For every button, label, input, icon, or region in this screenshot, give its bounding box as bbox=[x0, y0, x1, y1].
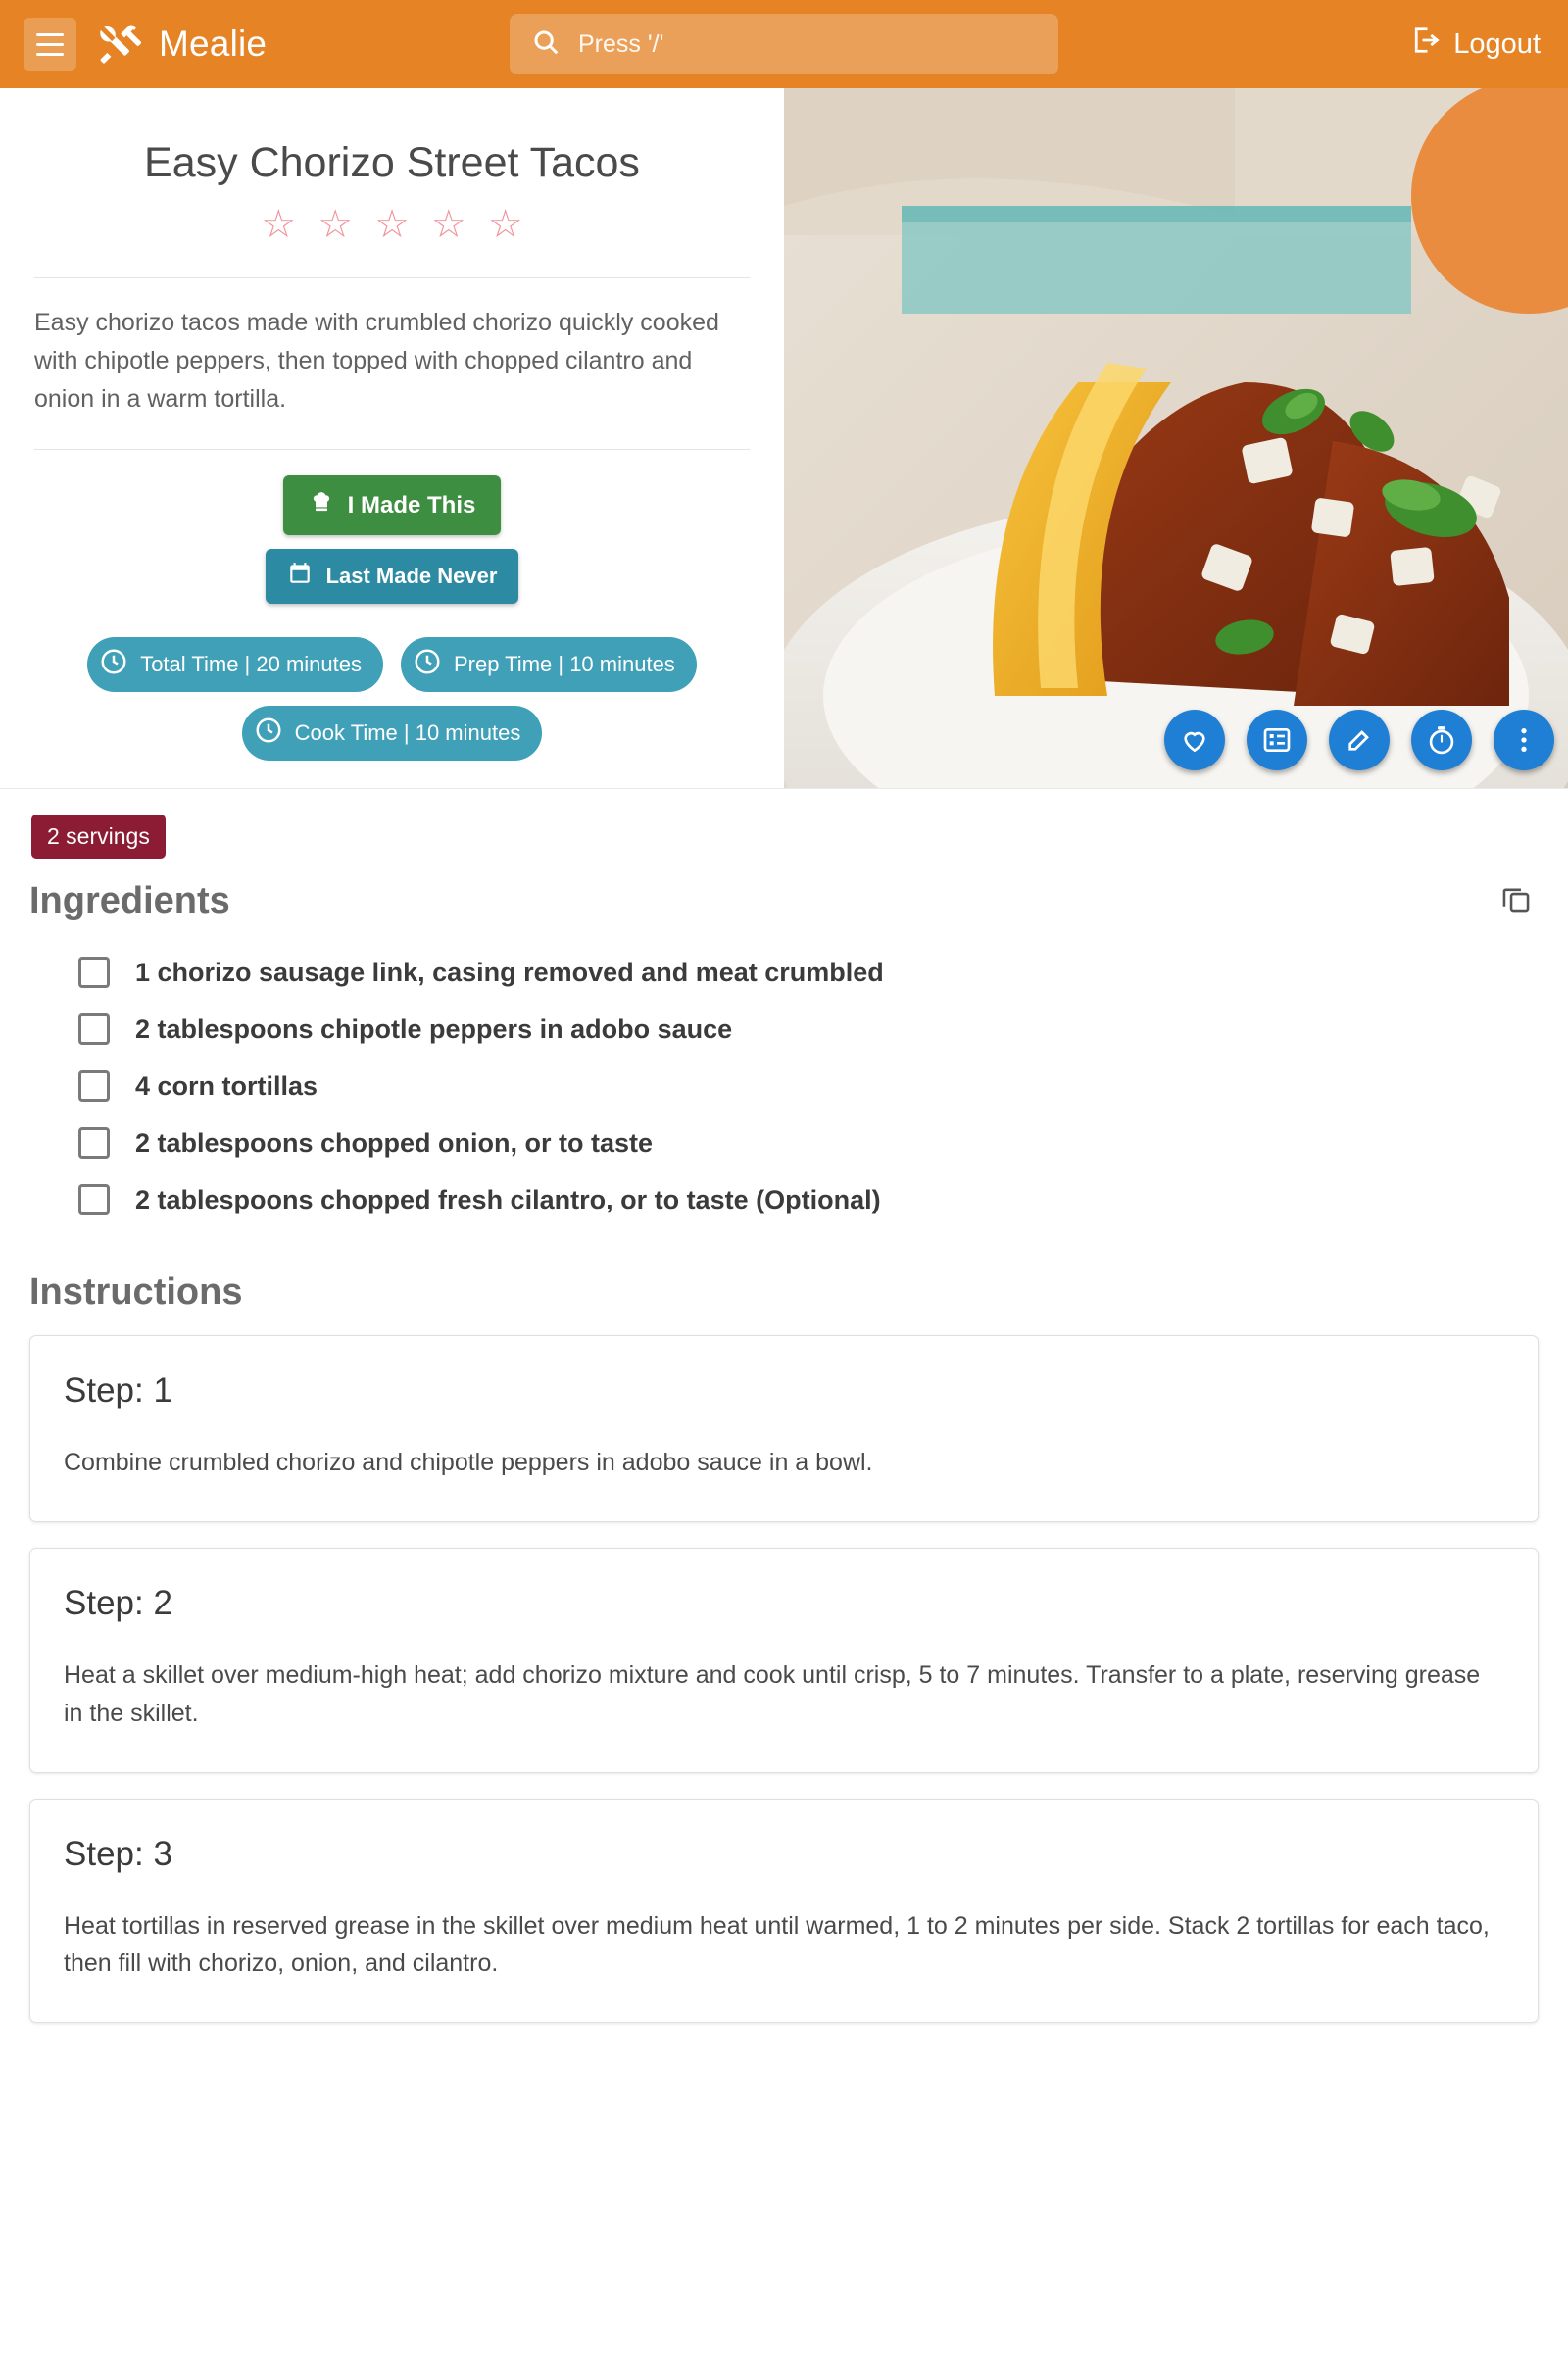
ingredients-header bbox=[29, 876, 1539, 926]
recipe-hero bbox=[0, 88, 1568, 789]
recipe-body bbox=[0, 789, 1568, 2088]
fork-knife-icon bbox=[94, 19, 145, 70]
page-title: Easy Chorizo Street Tacos bbox=[144, 139, 640, 186]
hamburger-icon[interactable] bbox=[24, 18, 76, 71]
ingredients-title: Ingredients bbox=[29, 880, 230, 922]
recipe-summary bbox=[0, 88, 784, 788]
favorite-button[interactable] bbox=[1164, 710, 1225, 770]
clock-icon bbox=[413, 647, 442, 682]
list-item[interactable] bbox=[29, 1001, 1539, 1058]
i-made-this-label: I Made This bbox=[347, 491, 476, 519]
app-bar bbox=[0, 0, 1568, 88]
list-item[interactable] bbox=[29, 1171, 1539, 1228]
app-title: Mealie bbox=[159, 24, 268, 64]
step-title: Step: 3 bbox=[64, 1834, 172, 1873]
total-time-label: Total Time | 20 minutes bbox=[140, 652, 362, 677]
list-item[interactable] bbox=[29, 1114, 1539, 1171]
recipe-description: Easy chorizo tacos made with crumbled chorizo quickly cooked with chipotle peppers, then topped with chopped cilantro and onion in a warm tortilla. bbox=[34, 309, 719, 413]
prep-time-label: Prep Time | 10 minutes bbox=[454, 652, 675, 677]
ingredient-label: 2 tablespoons chopped onion, or to taste bbox=[135, 1127, 654, 1158]
instructions-title: Instructions bbox=[29, 1271, 243, 1313]
search-icon bbox=[531, 27, 561, 62]
ingredient-checkbox[interactable] bbox=[78, 1184, 110, 1215]
clock-icon bbox=[99, 647, 128, 682]
search-input[interactable] bbox=[576, 29, 1037, 60]
instruction-step[interactable] bbox=[29, 1548, 1539, 1773]
ingredient-label: 1 chorizo sausage link, casing removed and meat crumbled bbox=[135, 957, 884, 987]
recipe-photo bbox=[784, 88, 1568, 788]
step-text: Heat tortillas in reserved grease in the skillet over medium heat until warmed, 1 to 2 minutes per side. Stack 2 tortillas for each taco, then fill with chorizo, onion, and cilantro. bbox=[64, 1911, 1490, 1978]
step-title: Step: 2 bbox=[64, 1584, 172, 1622]
copy-icon[interactable] bbox=[1494, 876, 1539, 926]
instruction-step[interactable] bbox=[29, 1335, 1539, 1522]
last-made-button[interactable] bbox=[266, 549, 519, 604]
instruction-step[interactable] bbox=[29, 1799, 1539, 2024]
logout-icon bbox=[1410, 25, 1440, 63]
logout-button[interactable] bbox=[1410, 25, 1541, 63]
step-text: Combine crumbled chorizo and chipotle peppers in adobo sauce in a bowl. bbox=[64, 1449, 873, 1477]
total-time-chip[interactable] bbox=[87, 637, 383, 692]
ingredients-list bbox=[29, 944, 1539, 1228]
edit-button[interactable] bbox=[1329, 710, 1390, 770]
divider-top bbox=[34, 277, 750, 278]
timer-button[interactable] bbox=[1411, 710, 1472, 770]
star-5[interactable]: ☆ bbox=[487, 203, 523, 246]
more-options-button[interactable] bbox=[1494, 710, 1554, 770]
last-made-label: Last Made Never bbox=[325, 564, 498, 589]
shopping-list-button[interactable] bbox=[1247, 710, 1307, 770]
i-made-this-button[interactable] bbox=[283, 475, 502, 535]
star-3[interactable]: ☆ bbox=[374, 203, 410, 246]
servings-badge[interactable]: 2 servings bbox=[31, 815, 166, 859]
ingredient-checkbox[interactable] bbox=[78, 1070, 110, 1102]
star-1[interactable]: ☆ bbox=[261, 203, 297, 246]
calendar-icon bbox=[287, 561, 313, 592]
clock-icon bbox=[254, 716, 283, 751]
step-text: Heat a skillet over medium-high heat; add chorizo mixture and cook until crisp, 5 to 7 minutes. Transfer to a plate, reserving grease in the skillet. bbox=[64, 1661, 1481, 1727]
list-item[interactable] bbox=[29, 944, 1539, 1001]
ingredient-checkbox[interactable] bbox=[78, 1013, 110, 1045]
ingredient-checkbox[interactable] bbox=[78, 957, 110, 988]
cook-time-chip[interactable] bbox=[242, 706, 543, 761]
cook-time-label: Cook Time | 10 minutes bbox=[294, 720, 521, 746]
ingredient-label: 2 tablespoons chipotle peppers in adobo sauce bbox=[135, 1013, 733, 1044]
star-2[interactable]: ☆ bbox=[318, 203, 354, 246]
prep-time-chip[interactable] bbox=[401, 637, 697, 692]
rating-stars[interactable] bbox=[261, 205, 522, 244]
chef-hat-icon bbox=[309, 489, 334, 521]
recipe-image bbox=[784, 88, 1568, 788]
logout-label: Logout bbox=[1453, 27, 1541, 60]
recipe-action-buttons bbox=[1164, 710, 1554, 770]
time-chips bbox=[20, 637, 764, 761]
search-bar[interactable] bbox=[510, 14, 1058, 74]
divider-bottom bbox=[34, 449, 750, 450]
ingredient-label: 4 corn tortillas bbox=[135, 1070, 318, 1101]
ingredient-label: 2 tablespoons chopped fresh cilantro, or to taste (Optional) bbox=[135, 1184, 881, 1214]
list-item[interactable] bbox=[29, 1058, 1539, 1114]
step-title: Step: 1 bbox=[64, 1371, 172, 1410]
star-4[interactable]: ☆ bbox=[430, 203, 466, 246]
ingredient-checkbox[interactable] bbox=[78, 1127, 110, 1159]
